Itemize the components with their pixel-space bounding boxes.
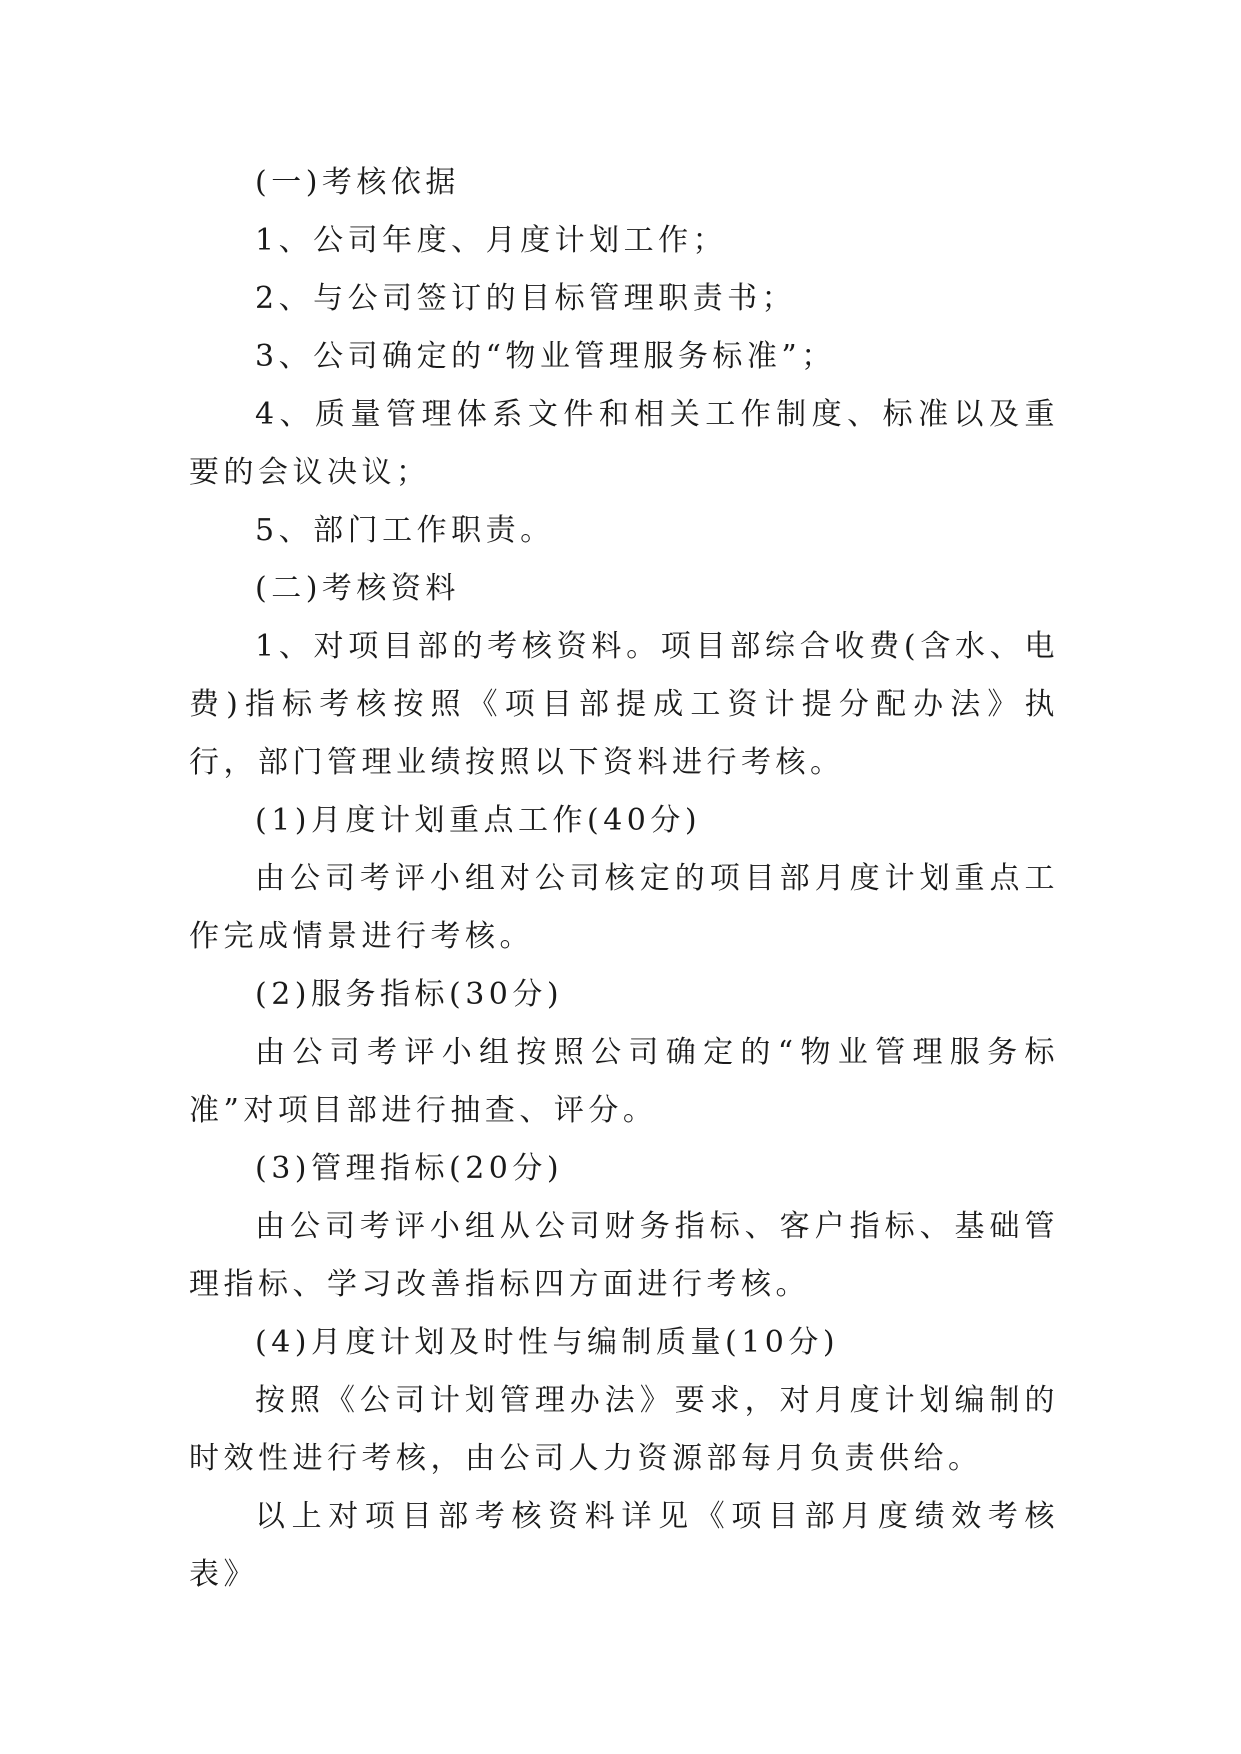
basis-item-5: 5、部门工作职责。 <box>255 513 555 548</box>
subheading-monthly-plan: (1)月度计划重点工作(40分) <box>255 803 702 838</box>
subheading-service-indicators: (2)服务指标(30分) <box>255 977 564 1012</box>
service-indicators-text: 由公司考评小组按照公司确定的“物业管理服务标准”对项目部进行抽查、评分。 <box>189 1035 1059 1128</box>
materials-item-1: 1、对项目部的考核资料。项目部综合收费(含水、电费)指标考核按照《项目部提成工资计提分配办法》执行，部门管理业绩按照以下资料进行考核。 <box>189 629 1059 780</box>
closing-reference: 以上对项目部考核资料详见《项目部月度绩效考核表》 <box>189 1499 1059 1592</box>
monthly-plan-text: 由公司考评小组对公司核定的项目部月度计划重点工作完成情景进行考核。 <box>189 861 1059 954</box>
management-indicators-text: 由公司考评小组从公司财务指标、客户指标、基础管理指标、学习改善指标四方面进行考核。 <box>189 1209 1059 1302</box>
basis-item-3: 3、公司确定的“物业管理服务标准”； <box>255 339 836 374</box>
heading-assessment-basis: (一)考核依据 <box>255 165 460 200</box>
heading-assessment-materials: (二)考核资料 <box>255 571 460 606</box>
basis-item-1: 1、公司年度、月度计划工作； <box>255 223 728 258</box>
basis-item-2: 2、与公司签订的目标管理职责书； <box>255 281 797 316</box>
subheading-plan-timeliness: (4)月度计划及时性与编制质量(10分) <box>255 1325 840 1360</box>
subheading-management-indicators: (3)管理指标(20分) <box>255 1151 564 1186</box>
basis-item-4: 4、质量管理体系文件和相关工作制度、标准以及重要的会议决议； <box>189 397 1059 490</box>
plan-timeliness-text: 按照《公司计划管理办法》要求，对月度计划编制的时效性进行考核，由公司人力资源部每月负责供给。 <box>189 1383 1059 1476</box>
document-body <box>189 154 1059 1604</box>
